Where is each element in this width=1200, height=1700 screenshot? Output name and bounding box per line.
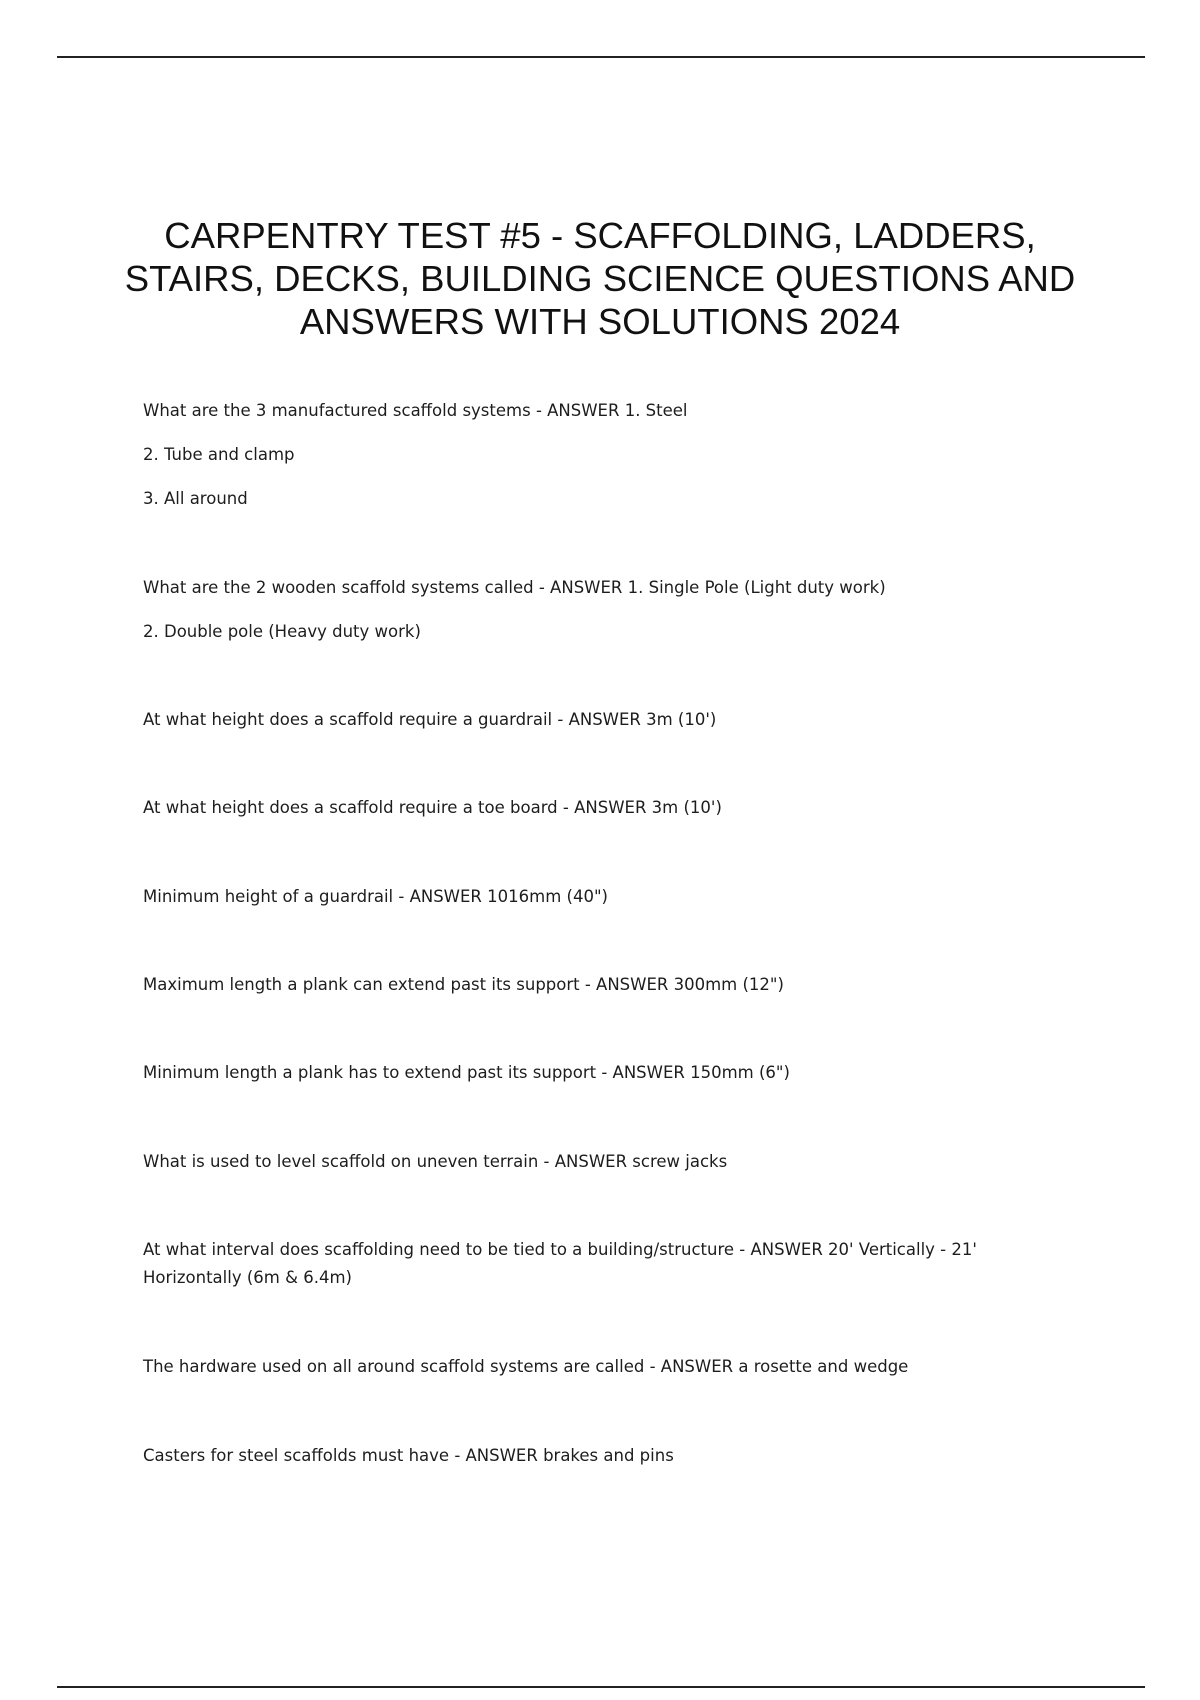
qa-answer-line: 3. All around bbox=[143, 489, 248, 508]
qa-item bbox=[143, 396, 1063, 513]
qa-item bbox=[143, 970, 1063, 999]
qa-question: What are the 3 manufactured scaffold systems - ANSWER 1. Steel bbox=[143, 401, 688, 420]
qa-answer-line: 2. Double pole (Heavy duty work) bbox=[143, 622, 421, 641]
qa-text: Maximum length a plank can extend past its support - ANSWER 300mm (12") bbox=[143, 975, 784, 994]
qa-text: The hardware used on all around scaffold systems are called - ANSWER a rosette and wedge bbox=[143, 1357, 909, 1376]
top-divider bbox=[57, 56, 1145, 58]
qa-item bbox=[143, 1236, 1063, 1292]
qa-item bbox=[143, 1147, 1063, 1176]
qa-item bbox=[143, 1352, 1063, 1381]
qa-item bbox=[143, 1441, 1063, 1470]
qa-text: Minimum height of a guardrail - ANSWER 1016mm (40") bbox=[143, 887, 608, 906]
qa-item bbox=[143, 1058, 1063, 1087]
bottom-divider bbox=[57, 1686, 1145, 1688]
qa-text: What is used to level scaffold on uneven terrain - ANSWER screw jacks bbox=[143, 1152, 728, 1171]
qa-item bbox=[143, 882, 1063, 911]
qa-text: Casters for steel scaffolds must have - ANSWER brakes and pins bbox=[143, 1446, 674, 1465]
qa-text: At what interval does scaffolding need to be tied to a building/structure - ANSWER 20' Vertically - 21' Horizontally (6m & 6.4m) bbox=[143, 1240, 977, 1287]
qa-question: What are the 2 wooden scaffold systems called - ANSWER 1. Single Pole (Light duty work) bbox=[143, 578, 886, 597]
document-title: CARPENTRY TEST #5 - SCAFFOLDING, LADDERS, STAIRS, DECKS, BUILDING SCIENCE QUESTIONS AND ANSWERS WITH SOLUTIONS 2024 bbox=[124, 215, 1076, 342]
qa-text: Minimum length a plank has to extend past its support - ANSWER 150mm (6") bbox=[143, 1063, 790, 1082]
qa-text: At what height does a scaffold require a toe board - ANSWER 3m (10') bbox=[143, 798, 722, 817]
qa-item bbox=[143, 705, 1063, 734]
qa-item bbox=[143, 793, 1063, 822]
qa-answer-line: 2. Tube and clamp bbox=[143, 445, 295, 464]
qa-item bbox=[143, 573, 1063, 646]
qa-text: At what height does a scaffold require a guardrail - ANSWER 3m (10') bbox=[143, 710, 717, 729]
